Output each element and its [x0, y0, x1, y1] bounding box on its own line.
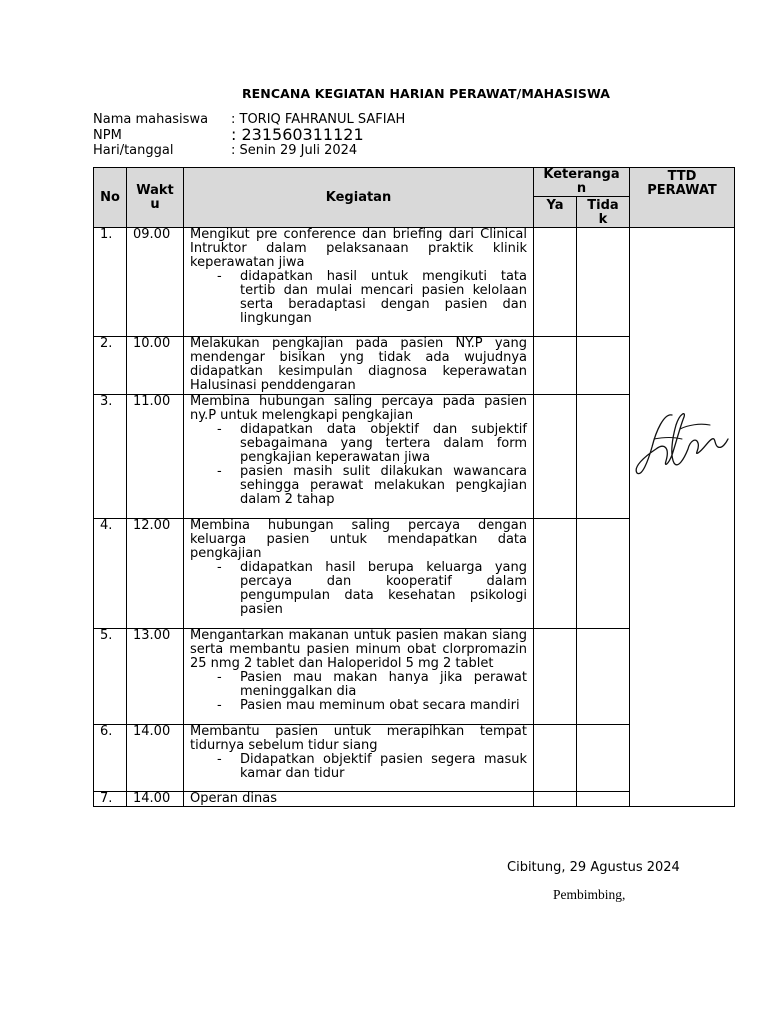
- activity-bullet: - didapatkan hasil untuk mengikuti tata tertib dan mulai mencari pasien kelolaan serta beradaptasi dengan pasien dan lingkungan: [240, 270, 527, 326]
- document-title: RENCANA KEGIATAN HARIAN PERAWAT/MAHASISWA: [241, 86, 611, 101]
- row-time: 09.00: [127, 228, 184, 337]
- activity-bullet: - Pasien mau makan hanya jika perawat meninggalkan dia: [240, 671, 527, 699]
- activity-bullets: [190, 423, 527, 507]
- row-number: 2.: [94, 337, 127, 395]
- header-keterangan-line1: Keteranga: [543, 167, 620, 182]
- header-no: No: [94, 168, 127, 228]
- header-waktu: [127, 168, 184, 228]
- row-activity: [184, 792, 534, 807]
- signature-cell: [630, 228, 735, 807]
- activity-text: Mengantarkan makanan untuk pasien makan siang serta membantu pasien minum obat clorpromazin 25 nmg 2 tablet dan Haloperidol 5 mg 2 tablet: [190, 628, 527, 671]
- activity-bullet: - Didapatkan objektif pasien segera masuk kamar dan tidur: [240, 753, 527, 781]
- cell-ya: [534, 395, 577, 519]
- row-time: 10.00: [127, 337, 184, 395]
- activity-text: Mengikut pre conference dan briefing dari Clinical Intruktor dalam pelaksanaan praktik klinik keperawatan jiwa: [190, 227, 527, 270]
- cell-tidak: [577, 725, 630, 792]
- row-number: 1.: [94, 228, 127, 337]
- header-ttd-line2: PERAWAT: [647, 183, 717, 198]
- header-waktu-line2: u: [150, 196, 160, 212]
- activity-bullets: [190, 753, 527, 781]
- activity-bullets: [190, 270, 527, 326]
- cell-ya: [534, 519, 577, 629]
- supervisor-label: Pembimbing,: [553, 887, 626, 902]
- cell-ya: [534, 792, 577, 807]
- table-row: [94, 228, 735, 337]
- activity-table: [93, 167, 735, 807]
- header-kegiatan: Kegiatan: [184, 168, 534, 228]
- row-number: 3.: [94, 395, 127, 519]
- activity-bullet: - Pasien mau meminum obat secara mandiri: [240, 699, 527, 713]
- activity-text: Operan dinas: [190, 791, 278, 806]
- cell-tidak: [577, 792, 630, 807]
- row-time: 13.00: [127, 629, 184, 725]
- row-number: 7.: [94, 792, 127, 807]
- header-ttd-line1: TTD: [667, 169, 697, 184]
- cell-tidak: [577, 395, 630, 519]
- row-activity: [184, 228, 534, 337]
- row-activity: [184, 395, 534, 519]
- cell-ya: [534, 228, 577, 337]
- header-keterangan: [534, 168, 630, 197]
- row-number: 5.: [94, 629, 127, 725]
- activity-text: Membina hubungan saling percaya dengan keluarga pasien untuk mendapatkan data pengkajian: [190, 518, 527, 561]
- npm-value: : 231560311121: [231, 125, 364, 144]
- tanggal-value: : Senin 29 Juli 2024: [231, 143, 358, 158]
- activity-bullet: - didapatkan data objektif dan subjektif sebagaimana yang tertera dalam form pengkajian keperawatan jiwa: [240, 423, 527, 465]
- header-waktu-line1: Wakt: [136, 182, 174, 198]
- header-tidak-line2: k: [598, 212, 608, 227]
- cell-tidak: [577, 519, 630, 629]
- signature-image: [634, 403, 730, 483]
- row-activity: [184, 519, 534, 629]
- activity-text: Membina hubungan saling percaya pada pasien ny.P untuk melengkapi pengkajian: [190, 394, 527, 423]
- row-number: 4.: [94, 519, 127, 629]
- cell-ya: [534, 629, 577, 725]
- activity-text: Membantu pasien untuk merapihkan tempat tidurnya sebelum tidur siang: [190, 724, 527, 753]
- cell-tidak: [577, 337, 630, 395]
- header-tidak: [577, 197, 630, 228]
- cell-tidak: [577, 629, 630, 725]
- row-activity: [184, 725, 534, 792]
- activity-text: Melakukan pengkajian pada pasien NY.P yang mendengar bisikan yng tidak ada wujudnya didapatkan kesimpulan diagnosa keperawatan Halusinasi penddengaran: [190, 336, 527, 393]
- npm-label: NPM: [93, 128, 122, 143]
- cell-tidak: [577, 228, 630, 337]
- row-time: 14.00: [127, 792, 184, 807]
- header-keterangan-line2: n: [576, 181, 587, 196]
- row-activity: [184, 629, 534, 725]
- activity-bullet: - pasien masih sulit dilakukan wawancara sehingga perawat melakukan pengkajian dalam 2 tahap: [240, 465, 527, 507]
- tanggal-label: Hari/tanggal: [93, 143, 174, 158]
- activity-bullet: - didapatkan hasil berupa keluarga yang percaya dan kooperatif dalam pengumpulan data kesehatan psikologi pasien: [240, 561, 527, 617]
- header-ttd: [630, 168, 735, 228]
- row-time: 14.00: [127, 725, 184, 792]
- cell-ya: [534, 725, 577, 792]
- header-ya: Ya: [534, 197, 577, 228]
- activity-bullets: [190, 671, 527, 713]
- nama-value: : TORIQ FAHRANUL SAFIAH: [231, 112, 406, 127]
- header-tidak-line1: Tida: [587, 198, 619, 213]
- cell-ya: [534, 337, 577, 395]
- place-date: Cibitung, 29 Agustus 2024: [507, 860, 680, 875]
- row-number: 6.: [94, 725, 127, 792]
- row-time: 12.00: [127, 519, 184, 629]
- nama-label: Nama mahasiswa: [93, 112, 209, 127]
- row-time: 11.00: [127, 395, 184, 519]
- row-activity: [184, 337, 534, 395]
- activity-bullets: [190, 561, 527, 617]
